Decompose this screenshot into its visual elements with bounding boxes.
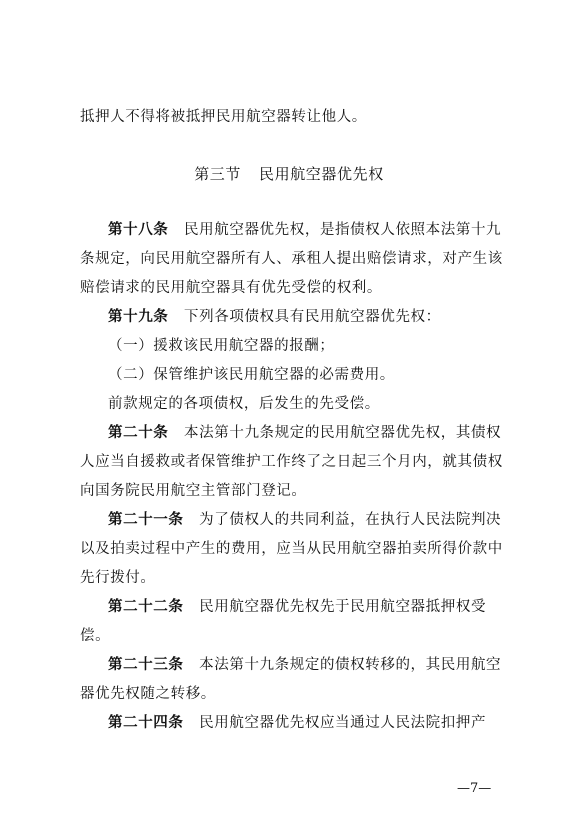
article-22-first-line [108, 597, 510, 617]
article-text: 为了债权人的共同利益，在执行人民法院判决 [199, 512, 502, 528]
paragraph-line: 先行拨付。 [80, 570, 156, 586]
section-title: 民用航空器优先权 [259, 165, 384, 183]
article-19-first-line [108, 307, 510, 327]
article-20-first-line [108, 423, 510, 443]
paragraph-line: 抵押人不得将被抵押民用航空器转让他人。 [80, 109, 367, 125]
section-heading [0, 163, 578, 184]
article-24-first-line [108, 713, 510, 733]
paragraph-line: 人应当自援救或者保管维护工作终了之日起三个月内，就其债权 [80, 454, 503, 470]
article-label: 第十八条 [108, 222, 169, 238]
article-text: 民用航空器优先权，是指债权人依照本法第十九 [184, 222, 502, 238]
article-text: 本法第十九条规定的民用航空器优先权，其债权 [184, 425, 502, 441]
article-text: 民用航空器优先权先于民用航空器抵押权受 [199, 599, 487, 615]
article-text: 下列各项债权具有民用航空器优先权： [184, 309, 441, 325]
paragraph-line: 以及拍卖过程中产生的费用，应当从民用航空器拍卖所得价款中 [80, 541, 503, 557]
article-label: 第十九条 [108, 309, 169, 325]
article-21-first-line [108, 510, 510, 530]
article-label: 第二十三条 [108, 657, 184, 673]
article-text: 本法第十九条规定的债权转移的，其民用航空 [199, 657, 502, 673]
paragraph-line: 器优先权随之转移。 [80, 686, 216, 702]
article-label: 第二十条 [108, 425, 169, 441]
section-number: 第三节 [194, 165, 241, 183]
paragraph-line: 向国务院民用航空主管部门登记。 [80, 483, 307, 499]
article-label: 第二十四条 [108, 715, 184, 731]
list-item: （一）援救该民用航空器的报酬； [108, 338, 335, 354]
paragraph-line: 条规定，向民用航空器所有人、承租人提出赔偿请求，对产生该 [80, 251, 503, 267]
paragraph-line: 偿。 [80, 628, 111, 644]
article-label: 第二十二条 [108, 599, 184, 615]
paragraph-line: 前款规定的各项债权，后发生的先受偿。 [108, 396, 380, 412]
page-number: —7— [457, 781, 492, 796]
article-18-first-line [108, 220, 510, 240]
paragraph-line: 赔偿请求的民用航空器具有优先受偿的权利。 [80, 280, 382, 296]
list-item: （二）保管维护该民用航空器的必需费用。 [108, 367, 395, 383]
article-label: 第二十一条 [108, 512, 184, 528]
article-text: 民用航空器优先权应当通过人民法院扣押产 [199, 715, 487, 731]
article-23-first-line [108, 655, 510, 675]
